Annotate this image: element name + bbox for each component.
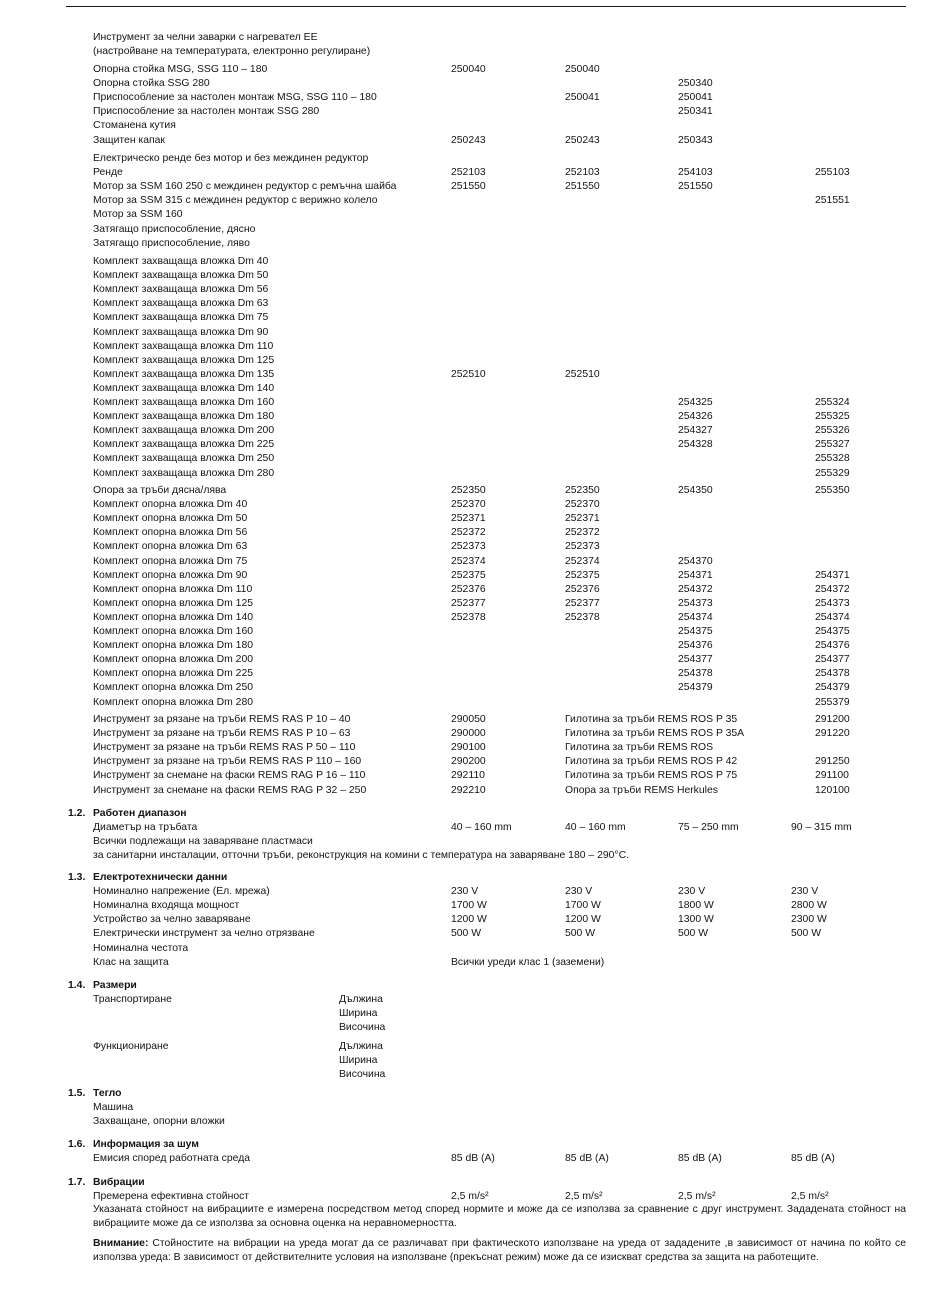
value-cell-c1: 40 – 160 mm <box>451 822 512 834</box>
value-cell-c3: 1300 W <box>678 914 714 926</box>
value-cell-c3: 254350 <box>678 485 713 496</box>
value-cell-c2: 1200 W <box>565 914 601 926</box>
value-cell-c1: 1200 W <box>451 914 487 926</box>
row-label: Номинална честота <box>93 942 189 954</box>
value-cell-c4: 254377 <box>815 654 850 666</box>
value-cell-c3: 254326 <box>678 411 713 423</box>
value-cell-c3: 2,5 m/s² <box>678 1191 716 1203</box>
value-cell-c4: 255324 <box>815 397 850 408</box>
row-label: Стоманена кутия <box>93 120 176 132</box>
value-cell-c2: 230 V <box>565 886 593 898</box>
value-cell-c4: 85 dB (A) <box>791 1153 835 1165</box>
value-cell-c3: 250341 <box>678 106 713 118</box>
warning-label: Внимание: <box>93 1238 149 1249</box>
value-cell-c3: 254379 <box>678 682 713 694</box>
row-label: Комплект захващаща вложка Dm 63 <box>93 298 269 310</box>
value-cell-c3: 254378 <box>678 668 713 680</box>
row-label: Електрическо ренде без мотор и без междинен редуктор <box>93 153 369 164</box>
value-cell-c2: 500 W <box>565 928 596 940</box>
value-cell-c4: 255350 <box>815 485 850 496</box>
value-cell-c4: 90 – 315 mm <box>791 822 852 834</box>
row-label: Комплект захващаща вложка Dm 40 <box>93 256 269 267</box>
vibration-note <box>93 1203 906 1230</box>
value-cell-c3: 254372 <box>678 583 713 595</box>
value-cell-c3: 250340 <box>678 78 713 90</box>
value-cell-c3: 85 dB (A) <box>678 1153 722 1165</box>
section-number: 1.2. <box>68 808 86 819</box>
row-label: Опорна стойка SSG 280 <box>93 78 210 90</box>
row-label: Комплект опорна вложка Dm 140 <box>93 611 254 623</box>
value-cell-c2: 252370 <box>565 499 600 511</box>
row-label: Комплект опорна вложка Dm 250 <box>93 682 254 694</box>
vibration-note-text: Указаната стойност на вибрациите е измерена посредством метод според нормите и може да се използва за сравнение с друг инструмент. Зададената стойност на вибрациите може да се използва за основна оценка на неравномерността. <box>93 1204 906 1229</box>
section-number: 1.6. <box>68 1139 86 1150</box>
row-label: Мотор за SSM 315 с междинен редуктор с верижно колело <box>93 195 378 207</box>
value-cell-c1: 252373 <box>451 541 486 553</box>
value-cell-c1: 252103 <box>451 167 486 179</box>
value-cell-c3: 254103 <box>678 167 713 179</box>
value-cell-c3: 254371 <box>678 569 713 581</box>
value-cell-c2: 252376 <box>565 583 600 595</box>
value-cell-c3: 254328 <box>678 439 713 451</box>
value-cell-c3: 251550 <box>678 181 713 193</box>
value-cell-c3: 254325 <box>678 397 713 408</box>
row-label: Ренде <box>93 167 123 179</box>
value-cell-c1: 250040 <box>451 64 486 75</box>
row-label: Инструмент за рязане на тръби REMS RAS P 50 – 110 <box>93 742 356 754</box>
row-label: Комплект опорна вложка Dm 225 <box>93 668 254 680</box>
value-cell-c1: 2,5 m/s² <box>451 1191 489 1203</box>
value-cell-c4: 291220 <box>815 728 850 740</box>
value-cell-c2: Гилотина за тръби REMS ROS P 35A <box>565 728 745 740</box>
row-label: Мотор за SSM 160 250 с междинен редуктор с ремъчна шайба <box>93 181 397 193</box>
row-label: Клас на защита <box>93 956 169 968</box>
value-cell-c2: 250243 <box>565 134 600 146</box>
value-cell-c3: 254376 <box>678 640 713 652</box>
row-label: Диаметър на тръбата <box>93 822 198 834</box>
row-label: Устройство за челно заваряване <box>93 914 251 926</box>
value-cell-c4: 254371 <box>815 569 850 581</box>
section-heading: Информация за шум <box>93 1139 199 1150</box>
value-cell-c1: 252377 <box>451 597 486 609</box>
row-label: Комплект опорна вложка Dm 50 <box>93 513 248 525</box>
value-cell-c2: Гилотина за тръби REMS ROS P 35 <box>565 714 738 725</box>
value-cell-c1: 250243 <box>451 134 486 146</box>
row-label: Комплект захващаща вложка Dm 135 <box>93 368 275 380</box>
value-cell-c4: 254376 <box>815 640 850 652</box>
row-label: Комплект опорна вложка Dm 56 <box>93 527 248 539</box>
value-cell-c4: 254379 <box>815 682 850 694</box>
value-cell-c4: 255326 <box>815 425 850 437</box>
value-cell-c2: Опора за тръби REMS Herkules <box>565 784 718 796</box>
section-number: 1.4. <box>68 980 86 991</box>
value-cell-c2: 252374 <box>565 555 600 567</box>
value-cell-c1: 85 dB (A) <box>451 1153 495 1165</box>
row-label: Комплект захващаща вложка Dm 225 <box>93 439 275 451</box>
row-label: Комплект захващаща вложка Dm 125 <box>93 354 275 366</box>
section-heading: Размери <box>93 980 137 991</box>
value-cell-c1: 1700 W <box>451 900 487 912</box>
row-label: Номинално напрежение (Ел. мрежа) <box>93 886 270 898</box>
dimension-label: Височина <box>339 1022 386 1034</box>
warning-note <box>93 1237 906 1264</box>
value-cell-c4: 254375 <box>815 626 850 637</box>
value-cell-c2: 252377 <box>565 597 600 609</box>
value-cell-c1: 252371 <box>451 513 486 525</box>
value-cell-c1: 292210 <box>451 784 486 796</box>
value-cell-c4: 2800 W <box>791 900 827 912</box>
value-cell-c1: 252374 <box>451 555 486 567</box>
value-cell-c3: 254377 <box>678 654 713 666</box>
row-label: Комплект захващаща вложка Dm 75 <box>93 312 269 324</box>
value-cell-c2: 40 – 160 mm <box>565 822 626 834</box>
section-heading: Вибрации <box>93 1177 145 1188</box>
value-cell-c4: 255103 <box>815 167 850 179</box>
value-cell-c2: 1700 W <box>565 900 601 912</box>
row-label: Приспособление за настолен монтаж SSG 280 <box>93 106 320 118</box>
value-cell-c4: 255325 <box>815 411 850 423</box>
row-label: Опорна стойка MSG, SSG 110 – 180 <box>93 64 268 75</box>
value-cell-c4: 251551 <box>815 195 850 207</box>
row-label: Комплект опорна вложка Dm 63 <box>93 541 248 553</box>
value-cell-c2: 252103 <box>565 167 600 179</box>
value-cell-c2: 252372 <box>565 527 600 539</box>
dimension-label: Ширина <box>339 1055 378 1067</box>
row-label: Машина <box>93 1102 134 1114</box>
value-cell-c1: 290100 <box>451 742 486 754</box>
value-cell-c1: 252376 <box>451 583 486 595</box>
row-label: Инструмент за снемане на фаски REMS RAG P 32 – 250 <box>93 784 367 796</box>
value-cell-c2: 252350 <box>565 485 600 496</box>
value-cell-c3: 250343 <box>678 134 713 146</box>
row-label: Комплект опорна вложка Dm 110 <box>93 583 253 595</box>
row-label: Комплект захващаща вложка Dm 250 <box>93 453 275 465</box>
row-label: Комплект захващаща вложка Dm 160 <box>93 397 275 408</box>
row-label: Комплект захващаща вложка Dm 280 <box>93 467 275 479</box>
section-heading: Електротехнически данни <box>93 872 228 883</box>
row-label: Комплект опорна вложка Dm 160 <box>93 626 254 637</box>
row-label: (настройване на температурата, електронно регулиране) <box>93 46 371 58</box>
value-cell-c4: 254374 <box>815 611 850 623</box>
value-cell-c2: Гилотина за тръби REMS ROS P 42 <box>565 756 738 768</box>
value-cell-c3: 254375 <box>678 626 713 637</box>
row-label: Комплект опорна вложка Dm 75 <box>93 555 248 567</box>
section-heading: Тегло <box>93 1088 122 1099</box>
value-cell-c2: 252371 <box>565 513 600 525</box>
row-label: Затягащо приспособление, ляво <box>93 237 250 249</box>
value-cell-c1: 252350 <box>451 485 486 496</box>
value-cell-c1: 252372 <box>451 527 486 539</box>
value-cell-c1: 290050 <box>451 714 486 725</box>
row-label: Затягащо приспособление, дясно <box>93 223 256 235</box>
row-label: Премерена ефективна стойност <box>93 1191 250 1203</box>
value-cell-c1: 252375 <box>451 569 486 581</box>
row-label: Инструмент за рязане на тръби REMS RAS P 10 – 40 <box>93 714 351 725</box>
row-label: Мотор за SSM 160 <box>93 209 183 221</box>
row-label: Инструмент за челни заварки с нагревател ЕЕ <box>93 32 318 43</box>
section-number: 1.3. <box>68 872 86 883</box>
row-label: за санитарни инсталации, отточни тръби, реконструкция на комини с температура на заваряване 180 – 290°C. <box>93 850 629 862</box>
row-label: Комплект опорна вложка Dm 90 <box>93 569 248 581</box>
row-label: Приспособление за настолен монтаж MSG, SSG 110 – 180 <box>93 92 377 104</box>
row-label: Комплект захващаща вложка Dm 56 <box>93 284 269 296</box>
value-cell-c4: 2,5 m/s² <box>791 1191 829 1203</box>
row-label: Комплект опорна вложка Dm 40 <box>93 499 248 511</box>
row-label: Инструмент за снемане на фаски REMS RAG P 16 – 110 <box>93 770 366 782</box>
row-label: Комплект захващаща вложка Dm 90 <box>93 326 269 338</box>
row-label: Всички подлежащи на заваряване пластмаси <box>93 836 313 848</box>
value-cell-c4: 255327 <box>815 439 850 451</box>
row-label: Емисия според работната среда <box>93 1153 251 1165</box>
value-cell-c4: 254378 <box>815 668 850 680</box>
value-cell-c3: 254373 <box>678 597 713 609</box>
value-cell-c3: 250041 <box>678 92 713 104</box>
dimension-label: Височина <box>339 1069 386 1081</box>
value-cell-c4: 254372 <box>815 583 850 595</box>
value-cell-c1: 292110 <box>451 770 485 782</box>
value-cell-c4: 2300 W <box>791 914 827 926</box>
section-number: 1.7. <box>68 1177 86 1188</box>
row-label: Комплект захващаща вложка Dm 200 <box>93 425 275 437</box>
value-cell-c2: 252373 <box>565 541 600 553</box>
value-cell-c4: 230 V <box>791 886 819 898</box>
value-cell-c2: 85 dB (A) <box>565 1153 609 1165</box>
row-label: Защитен капак <box>93 134 165 146</box>
dimension-label: Дължина <box>339 1041 383 1052</box>
row-label: Комплект опорна вложка Dm 125 <box>93 597 254 609</box>
row-label: Комплект захващаща вложка Dm 110 <box>93 340 274 352</box>
row-label: Инструмент за рязане на тръби REMS RAS P 10 – 63 <box>93 728 351 740</box>
value-cell-c4: 500 W <box>791 928 822 940</box>
value-cell-c3: 75 – 250 mm <box>678 822 739 834</box>
value-cell-c4: 291250 <box>815 756 850 768</box>
value-cell-c1: 251550 <box>451 181 486 193</box>
value-cell-c3: 500 W <box>678 928 709 940</box>
value-cell-c2: 2,5 m/s² <box>565 1191 603 1203</box>
row-label: Комплект захващаща вложка Dm 50 <box>93 270 269 282</box>
warning-note-text: Стойностите на вибрации на уреда могат да се различават при фактическото използване на уреда от зададените ,в зависимост от начина по който се използва уреда: В зависимост от действителните условия на използване (прекъснат режим) може да се изискват средства за защита на работещите. <box>93 1238 906 1263</box>
value-cell-c4: 291100 <box>815 770 849 782</box>
dimension-label: Ширина <box>339 1008 378 1020</box>
value-cell-c4: 255329 <box>815 467 850 479</box>
value-cell-c2: 250041 <box>565 92 600 104</box>
value-cell-c2: 250040 <box>565 64 600 75</box>
value-cell-c2: 252375 <box>565 569 600 581</box>
value-cell-c3: 1800 W <box>678 900 714 912</box>
row-label: Опора за тръби дясна/лява <box>93 485 227 496</box>
row-label: Комплект захващаща вложка Dm 140 <box>93 382 275 394</box>
row-label: Инструмент за рязане на тръби REMS RAS P 110 – 160 <box>93 756 362 768</box>
value-cell-c1: 252510 <box>451 368 486 380</box>
value-cell-c2: Гилотина за тръби REMS ROS P 75 <box>565 770 738 782</box>
row-label: Захващане, опорни вложки <box>93 1116 225 1128</box>
row-label: Транспортиране <box>93 994 172 1006</box>
row-label: Функциониране <box>93 1041 169 1052</box>
section-number: 1.5. <box>68 1088 86 1099</box>
top-rule <box>66 6 906 7</box>
value-cell-c4: 255328 <box>815 453 850 465</box>
row-label: Електрически инструмент за челно отрязване <box>93 928 315 940</box>
value-cell-c4: 120100 <box>815 784 850 796</box>
value-cell-c3: 254374 <box>678 611 713 623</box>
value-cell-c4: 254373 <box>815 597 850 609</box>
value-cell-c3: 254327 <box>678 425 713 437</box>
dimension-label: Дължина <box>339 994 383 1006</box>
value-cell-c1: Всички уреди клас 1 (заземени) <box>451 956 605 968</box>
section-heading: Работен диапазон <box>93 808 187 819</box>
value-cell-c1: 230 V <box>451 886 479 898</box>
value-cell-c2: 251550 <box>565 181 600 193</box>
value-cell-c1: 500 W <box>451 928 482 940</box>
value-cell-c3: 230 V <box>678 886 706 898</box>
row-label: Комплект опорна вложка Dm 200 <box>93 654 254 666</box>
value-cell-c1: 252370 <box>451 499 486 511</box>
row-label: Комплект опорна вложка Dm 280 <box>93 696 254 708</box>
value-cell-c2: 252510 <box>565 368 600 380</box>
value-cell-c1: 290000 <box>451 728 486 740</box>
value-cell-c4: 291200 <box>815 714 850 725</box>
value-cell-c2: Гилотина за тръби REMS ROS <box>565 742 714 754</box>
value-cell-c4: 255379 <box>815 696 850 708</box>
value-cell-c2: 252378 <box>565 611 600 623</box>
value-cell-c3: 254370 <box>678 555 713 567</box>
value-cell-c1: 290200 <box>451 756 486 768</box>
row-label: Комплект опорна вложка Dm 180 <box>93 640 254 652</box>
row-label: Комплект захващаща вложка Dm 180 <box>93 411 275 423</box>
row-label: Номинална входяща мощност <box>93 900 240 912</box>
value-cell-c1: 252378 <box>451 611 486 623</box>
